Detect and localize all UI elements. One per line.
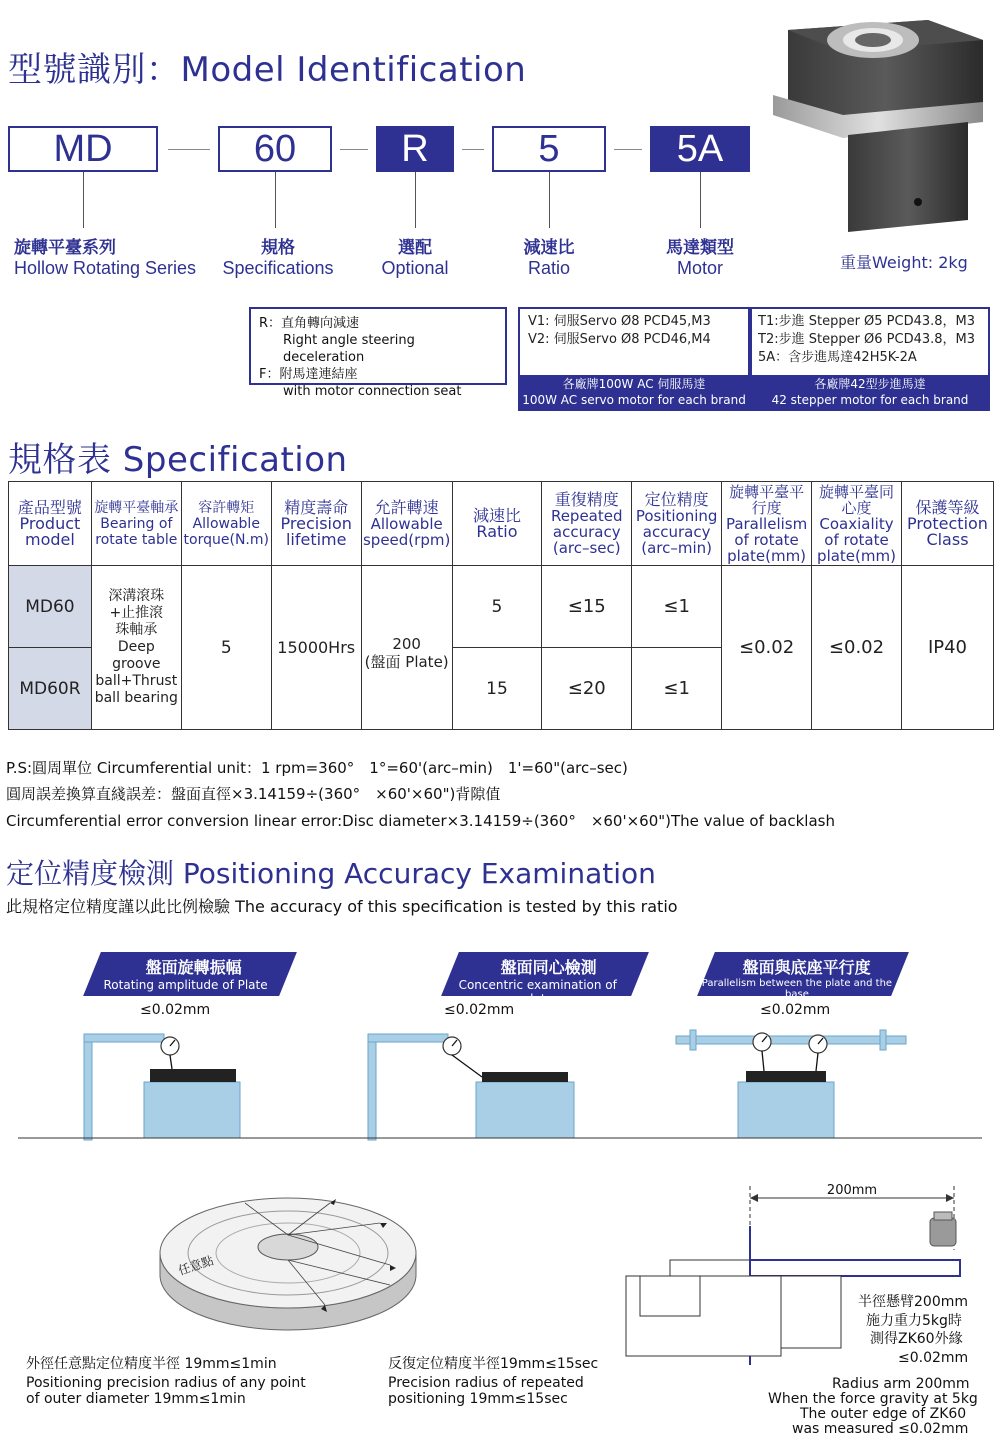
caption-repeated-en1: Precision radius of repeated (388, 1375, 584, 1391)
disc-label: 任意點 (176, 1253, 216, 1278)
stepper-footer-en: 42 stepper motor for each brand (771, 393, 969, 407)
positioning-subtitle: 此規格定位精度謹以此比例檢驗 The accuracy of this specification is tested by this ratio (6, 897, 678, 916)
header-zh: 旋轉平臺同心度 (819, 482, 895, 517)
arm-dimension: 200mm (826, 1183, 878, 1198)
repeated-cell: ≤15 (542, 566, 632, 648)
model-cell: MD60 (9, 566, 92, 648)
header-en: Ratio (476, 521, 518, 541)
spec-table (8, 481, 994, 730)
header-cell (632, 482, 722, 566)
header-cell (91, 482, 181, 566)
bearing-cell (91, 566, 181, 730)
test-title-en: Rotating amplitude of Plate (103, 978, 268, 992)
header-en: Allowable speed(rpm) (362, 514, 451, 549)
arm-en4: was measured ≤0.02mm (792, 1421, 969, 1437)
arm-zh2: 施力重力5kg時 (866, 1313, 962, 1329)
spec-header-row (9, 482, 994, 566)
code-dash (340, 149, 368, 150)
code-spec: 60 (218, 126, 332, 172)
header-cell (361, 482, 452, 566)
arm-en3: The outer edge of ZK60 (800, 1406, 967, 1422)
header-cell (812, 482, 902, 566)
code-ratio: 5 (492, 126, 606, 172)
test-banner-parallelism (697, 952, 909, 1000)
header-zh: 容許轉矩 (198, 499, 255, 516)
tolerance-amplitude: ≤0.02mm (140, 1002, 211, 1018)
torque-cell: 5 (181, 566, 271, 730)
header-zh: 重復精度 (554, 489, 619, 509)
stepper-footer-zh: 各廠牌42型步進馬達 (814, 377, 926, 391)
caption-outer-en1: Positioning precision radius of any point (26, 1375, 306, 1391)
header-en: Coaxiality of rotate plate(mm) (817, 514, 896, 565)
header-zh: 減速比 (472, 505, 521, 525)
stepper-t2: T2:步進 Stepper Ø6 PCD43.8，M3 (758, 332, 976, 347)
test-title-en: Concentric examination of plate (458, 978, 617, 1006)
header-en: Protection Class (907, 513, 988, 549)
caption-outer-zh: 外徑任意點定位精度半徑 19mm≤1min (26, 1356, 277, 1372)
label-spec-zh: 規格 (261, 238, 295, 258)
header-en: Positioning accuracy (arc–min) (635, 506, 718, 557)
header-cell (901, 482, 993, 566)
label-motor-zh: 馬達類型 (666, 238, 734, 258)
code-dash (168, 149, 210, 150)
option-r-zh: R：直角轉向減速 (259, 316, 360, 331)
positioning-title: 定位精度檢測 Positioning Accuracy Examination (6, 857, 656, 890)
header-en: Repeated accuracy (arc–sec) (550, 506, 623, 557)
arm-zh1: 半徑懸臂200mm (858, 1294, 968, 1310)
test-banner-amplitude (83, 952, 297, 996)
weight-label: 重量Weight: 2kg (840, 253, 968, 272)
header-cell (181, 482, 271, 566)
model-cell: MD60R (9, 648, 92, 730)
bearing-zh: 深溝滾珠+止推滾珠軸承 (108, 588, 165, 638)
speed-note: (盤面 Plate) (364, 652, 449, 671)
test-title-zh: 盤面同心檢測 (500, 958, 597, 977)
header-zh: 旋轉平臺軸承 (94, 499, 179, 516)
header-cell (9, 482, 92, 566)
tolerance-parallelism: ≤0.02mm (760, 1002, 831, 1018)
positioning-cell: ≤1 (632, 648, 722, 730)
code-series: MD (8, 126, 158, 172)
header-en: Precision lifetime (280, 513, 352, 549)
leader-line (700, 172, 701, 228)
caption-outer-en2: of outer diameter 19mm≤1min (26, 1391, 246, 1407)
protection-cell: IP40 (901, 566, 993, 730)
optional-legend (249, 307, 507, 399)
test-title-zh: 盤面與底座平行度 (742, 958, 871, 977)
tolerance-concentric: ≤0.02mm (444, 1002, 515, 1018)
ratio-cell: 5 (452, 566, 542, 648)
parallelism-cell: ≤0.02 (722, 566, 812, 730)
caption-repeated-zh: 反復定位精度半徑19mm≤15sec (388, 1356, 599, 1372)
arm-zh3: 測得ZK60外緣 (870, 1331, 963, 1347)
label-series-zh: 旋轉平臺系列 (14, 238, 116, 258)
leader-line (415, 172, 416, 228)
header-cell (271, 482, 361, 566)
option-f-en: with motor connection seat (283, 384, 462, 399)
header-zh: 精度壽命 (284, 497, 349, 517)
spec-title: 規格表 Specification (8, 440, 348, 480)
header-cell (452, 482, 542, 566)
test-title-zh: 盤面旋轉振幅 (145, 958, 242, 977)
header-en: Bearing of rotate table (95, 515, 178, 548)
header-en: Allowable torque(N.m) (183, 515, 269, 548)
arm-en1: Radius arm 200mm (832, 1376, 970, 1392)
stepper-legend (750, 307, 990, 411)
leader-line (83, 172, 84, 228)
stepper-5a: 5A：含步進馬達42H5K-2A (758, 350, 917, 365)
header-zh: 定位精度 (644, 489, 709, 509)
disc-illustration (150, 1175, 420, 1350)
code-motor: 5A (650, 126, 750, 172)
label-optional-zh: 選配 (398, 238, 432, 258)
leader-line (275, 172, 276, 228)
ratio-cell: 15 (452, 648, 542, 730)
model-id-title: 型號識別：Model Identification (8, 50, 527, 90)
test-illustrations (0, 1022, 1000, 1142)
repeated-cell: ≤20 (542, 648, 632, 730)
note-unit: P.S:圓周單位 Circumferential unit：1 rpm=360° 1°=60'(arc–min) 1'=60"(arc–sec) (6, 759, 628, 777)
header-zh: 允許轉速 (374, 497, 439, 517)
speed-cell (361, 566, 452, 730)
note-conversion-en: Circumferential error conversion linear error:Disc diameter×3.14159÷(360° ×60'×60")The value of backlash (6, 812, 835, 830)
label-ratio-zh: 減速比 (523, 238, 575, 258)
servo-footer (520, 375, 748, 409)
test-banner-concentric (441, 952, 649, 1006)
header-zh: 旋轉平臺平行度 (729, 482, 805, 517)
code-dash (614, 149, 642, 150)
leader-line (549, 172, 550, 228)
label-series-en: Hollow Rotating Series (13, 258, 197, 278)
note-conversion-zh: 圓周誤差換算直綫誤差：盤面直徑×3.14159÷(360° ×60'×60")背隙值 (6, 785, 501, 803)
header-cell (722, 482, 812, 566)
header-zh: 保護等級 (915, 497, 980, 517)
code-optional: R (376, 126, 454, 172)
test-title-en: Parallelism between the plate and the base (701, 978, 893, 1000)
servo-v1: V1: 伺服Servo Ø8 PCD45,M3 (528, 314, 711, 329)
bearing-en: Deep groove ball+Thrust ball bearing (94, 639, 178, 706)
servo-legend (518, 307, 750, 411)
header-en: Parallelism of rotate plate(mm) (725, 514, 808, 565)
header-cell (542, 482, 632, 566)
option-r-en: Right angle steering deceleration (283, 333, 415, 365)
servo-v2: V2: 伺服Servo Ø8 PCD46,M4 (528, 332, 711, 347)
label-optional-en: Optional (381, 258, 449, 278)
coaxiality-cell: ≤0.02 (812, 566, 902, 730)
arm-zh4: ≤0.02mm (898, 1350, 969, 1366)
option-f-zh: F：附馬達連結座 (259, 367, 358, 382)
spec-row-md60 (9, 566, 994, 648)
caption-repeated-en2: positioning 19mm≤15sec (388, 1391, 568, 1407)
stepper-t1: T1:步進 Stepper Ø5 PCD43.8，M3 (758, 314, 976, 329)
header-en: Product model (19, 513, 81, 549)
stepper-footer (752, 375, 988, 409)
code-dash (462, 149, 484, 150)
arm-en2: When the force gravity at 5kg (768, 1391, 978, 1407)
label-ratio-en: Ratio (527, 258, 571, 278)
lifetime-cell: 15000Hrs (271, 566, 361, 730)
positioning-cell: ≤1 (632, 566, 722, 648)
product-image (768, 10, 990, 240)
servo-footer-en: 100W AC servo motor for each brand (522, 393, 746, 407)
speed-value: 200 (392, 634, 421, 653)
label-motor-en: Motor (676, 258, 723, 278)
servo-footer-zh: 各廠牌100W AC 伺服馬達 (562, 377, 706, 391)
header-zh: 產品型號 (17, 497, 82, 517)
label-spec-en: Specifications (222, 258, 334, 278)
